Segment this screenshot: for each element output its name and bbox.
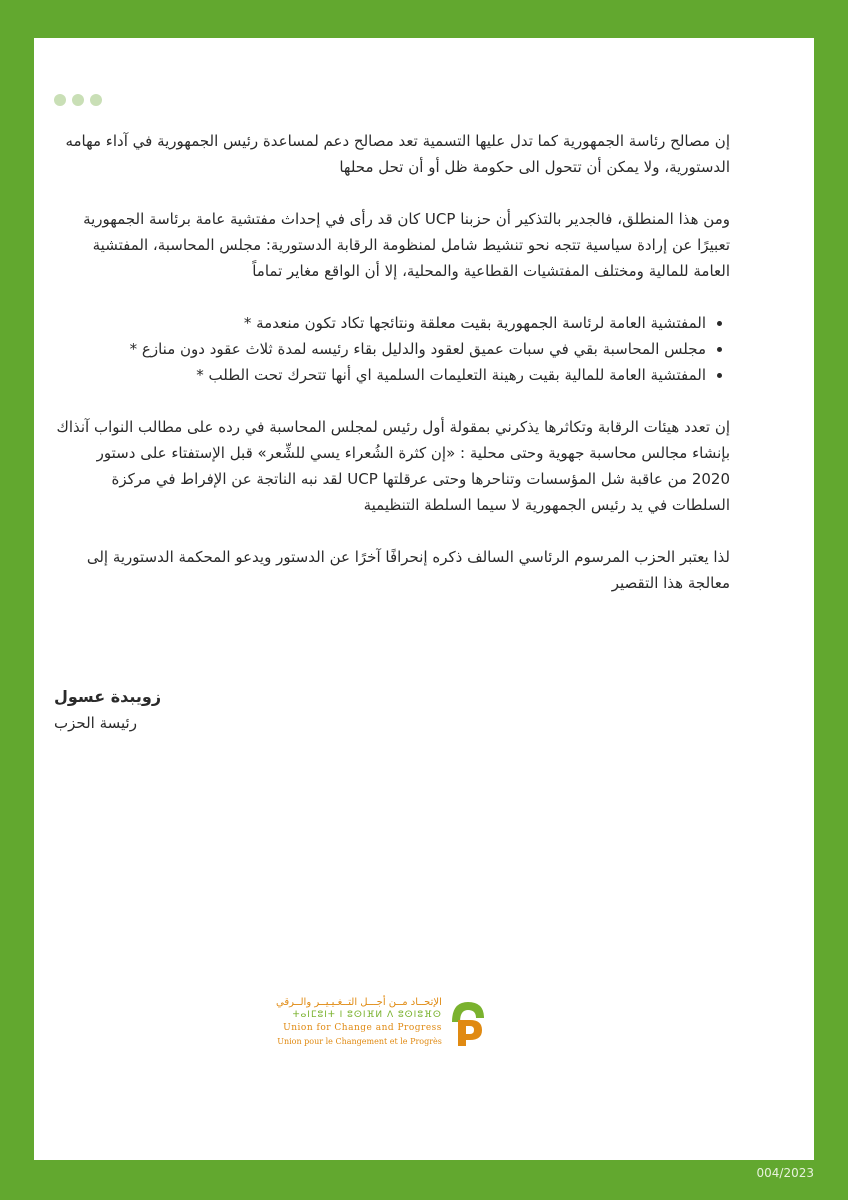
logo-english-name: Union for Change and Progress — [283, 1023, 442, 1033]
signer-name: زويبدة عسول — [54, 687, 162, 706]
bullet-list — [54, 310, 730, 388]
logo-tifinagh-name: ⵜⴰⵏⵎⵓⵏⵜ ⵏ ⵓⵙⵏⴼⵍ ⴷ ⵓⵙⵏⵓⴼⵙ — [292, 1010, 442, 1020]
party-logo — [276, 996, 488, 1048]
logo-mark-icon — [448, 996, 488, 1048]
paragraph-4: لذا يعتبر الحزب المرسوم الرئاسي السالف ذكره إنحرافًا آخرًا عن الدستور ويدعو المحكمة الدستورية إلى معالجة هذا التقصير — [86, 548, 730, 592]
dot-icon — [90, 94, 102, 106]
logo-arabic-name: الإتحــاد مــن أجـــل التــغـيـيــر والــرقي — [276, 997, 442, 1008]
letter-body — [54, 128, 730, 622]
bullet-item: • مجلس المحاسبة بقي في سبات عميق لعقود والدليل بقاء رئيسه لمدة ثلاث عقود دون منازع * — [54, 336, 706, 362]
paragraph-1: إن مصالح رئاسة الجمهورية كما تدل عليها التسمية تعد مصالح دعم لمساعدة رئيس الجمهورية في آداء مهامه الدستورية، ولا يمكن أن تتحول الى حكومة ظل أو أن تحل محلها — [65, 132, 730, 176]
page-number: 004/2023 — [756, 1166, 814, 1180]
signature-block — [54, 684, 161, 736]
paragraph-3: إن تعدد هيئات الرقابة وتكاثرها يذكرني بمقولة أول رئيس لمجلس المحاسبة في رده على مطالب النواب آنذاك بإنشاء مجالس محاسبة جهوية وحتى محلية : «إن كثرة الشُعراء يسي للشِّعر» قبل الإستفتاء على دستور 2020 من عاقبة شل المؤسسات وتناحرها وحتى عرقلتها UCP لقد نبه الناتجة عن الإفراط في مركزة السلطات في يد رئيس الجمهورية لا سيما السلطة التنظيمية — [56, 418, 730, 514]
logo-french-name: Union pour le Changement et le Progrès — [277, 1037, 442, 1046]
dot-icon — [72, 94, 84, 106]
bullet-item: • المفتشية العامة لرئاسة الجمهورية بقيت معلقة ونتائجها تكاد تكون منعدمة * — [54, 310, 706, 336]
dot-icon — [54, 94, 66, 106]
signer-role: رئيسة الحزب — [54, 714, 137, 732]
paragraph-2: ومن هذا المنطلق، فالجدير بالتذكير أن حزبنا UCP كان قد رأى في إحداث مفتشية عامة برئاسة الجمهورية تعبيرًا عن إرادة سياسية تتجه نحو تنشيط شامل لمنظومة الرقابة الدستورية: مجلس المحاسبة، المفتشية العامة للمالية ومختلف المفتشيات القطاعية والمحلية، إلا أن الواقع مغاير تماماً — [83, 210, 730, 280]
logo-text — [276, 996, 442, 1048]
bullet-item: • المفتشية العامة للمالية بقيت رهينة التعليمات السلمية اي أنها تتحرك تحت الطلب * — [54, 362, 706, 388]
decorative-dots — [54, 94, 102, 106]
